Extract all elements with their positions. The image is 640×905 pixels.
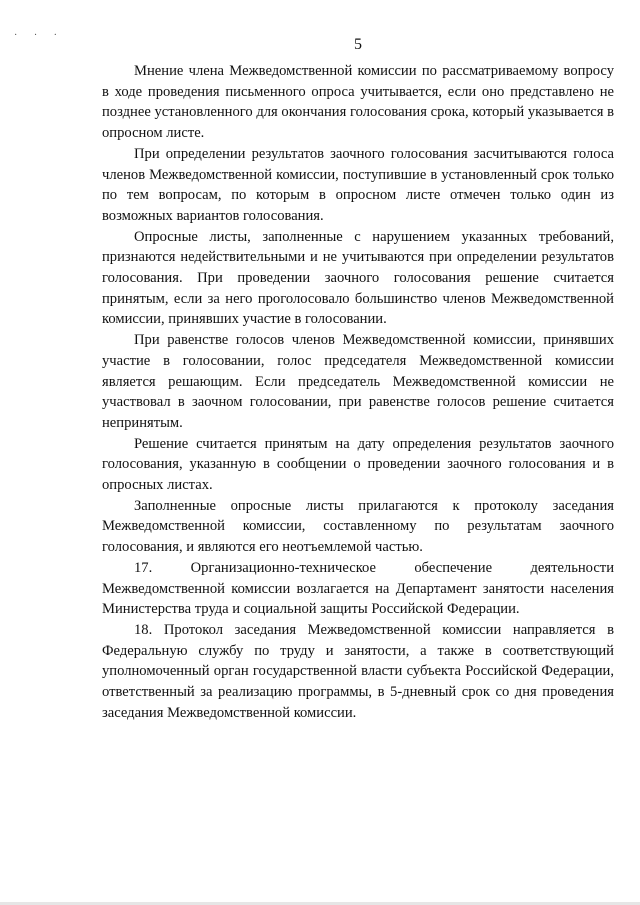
paragraph-tie-vote: При равенстве голосов членов Межведомственной комиссии, принявших участие в голосовании, голос председателя Межведомственной комиссии является решающим. Если председатель Межведомственной комиссии не участвовал в заочном голосовании, при равенстве голосов решение считается непринятым. <box>102 332 614 431</box>
scan-artifact-marks: · · · <box>14 30 64 41</box>
paragraph-written-opinion: Мнение члена Межведомственной комиссии по рассматриваемому вопросу в ходе проведения письменного опроса учитывается, если оно представлено не позднее установленного для окончания голосования срока, который указывается в опросном листе. <box>102 63 614 142</box>
page-number: 5 <box>354 36 362 53</box>
paragraph-item-18: 18. Протокол заседания Межведомственной комиссии направляется в Федеральную службу по труду и занятости, а также в соответствующий уполномоченный орган государственной власти субъекта Российской Федерации, ответственный за реализацию программы, в 5-дневный срок со дня проведения заседания Межведомственной комиссии. <box>102 621 614 721</box>
paragraph-item-17: 17. Организационно-техническое обеспечение деятельности Межведомственной комиссии возлагается на Департамент занятости населения Министерства труда и социальной защиты Российской Федерации. <box>102 559 614 618</box>
paragraph-invalid-ballots: Опросные листы, заполненные с нарушением указанных требований, признаются недействительными и не учитываются при определении результатов голосования. При проведении заочного голосования решение считается принятым, если за него проголосовало большинство членов Межведомственной комиссии, принявших участие в голосовании. <box>102 228 614 328</box>
paragraph-decision-date: Решение считается принятым на дату определения результатов заочного голосования, указанную в сообщении о проведении заочного голосования и в опросных листах. <box>102 435 614 494</box>
paragraph-ballots-attached: Заполненные опросные листы прилагаются к протоколу заседания Межведомственной комиссии, составленному по результатам заочного голосования, и являются его неотъемлемой частью. <box>102 497 614 556</box>
paragraph-vote-counting: При определении результатов заочного голосования засчитываются голоса членов Межведомственной комиссии, поступившие в установленный срок только по тем вопросам, по которым в опросном листе отмечен только один из возможных вариантов голосования. <box>102 145 614 224</box>
document-body <box>102 61 614 724</box>
